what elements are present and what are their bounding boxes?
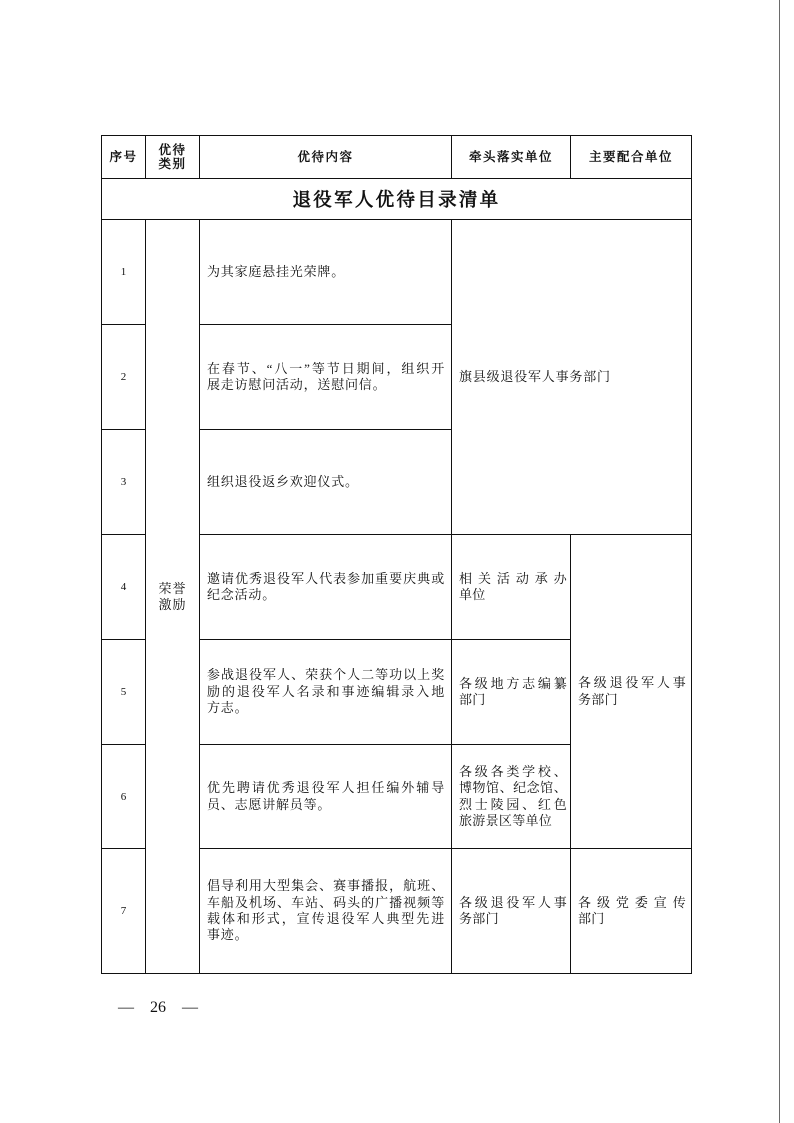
row-1-content [200,220,451,324]
seq-number: 6 [120,790,127,803]
content-line: 方志。 [207,700,249,716]
unit-line: 部门 [578,911,605,926]
content-line: 为其家庭悬挂光荣牌。 [207,263,346,279]
seq-number: 3 [120,476,127,488]
row-1-seq [102,220,145,324]
row-2-seq [102,325,145,429]
seq-number: 1 [120,266,127,278]
unit-line: 烈士陵园、红色 [459,796,567,812]
content-line: 在春节、“八一”等节日期间，组织开 [207,360,445,376]
row-7-content [200,849,451,973]
unit-line: 各级地方志编纂 [459,675,567,691]
unit-line: 旅游景区等单位 [459,812,553,828]
row-7-coop-unit [571,849,691,973]
row-5-seq [102,640,145,744]
seq-number: 7 [120,905,127,917]
header-seq-label: 序号 [109,150,138,164]
content-line: 励的退役军人名录和事迹编辑录入地 [207,683,445,699]
row-4-content [200,535,451,639]
seq-number: 4 [120,581,127,593]
category-cell [146,220,199,973]
unit-line: 各级各类学校、 [459,763,567,779]
row-7-lead-unit [452,849,570,973]
content-line: 事迹。 [207,927,249,943]
content-line: 员、志愿讲解员等。 [207,796,332,812]
content-line: 优先聘请优秀退役军人担任编外辅导 [207,780,445,796]
content-line: 邀请优秀退役军人代表参加重要庆典或 [207,570,445,586]
unit-line: 相关活动承办 [459,570,567,586]
page-number: — 26 — [118,999,198,1016]
header-lead-unit [452,136,570,178]
table-title [102,179,691,219]
category-line: 激励 [158,596,187,612]
header-category-line: 优待 [158,143,187,157]
lead-unit-rows-1-3 [452,220,691,534]
header-category-line: 类别 [158,157,187,171]
table-title-text: 退役军人优待目录清单 [292,189,501,210]
content-line: 纪念活动。 [207,587,277,602]
unit-line: 务部门 [459,911,499,926]
row-7-seq [102,849,145,973]
row-3-content [200,430,451,534]
row-3-seq [102,430,145,534]
header-seq [102,136,145,178]
row-2-content [200,325,451,429]
header-coop-unit-label: 主要配合单位 [588,150,673,164]
row-6-seq [102,745,145,848]
unit-line: 各级退役军人事 [578,675,686,691]
unit-line: 部门 [459,692,486,707]
content-line: 展走访慰问活动，送慰问信。 [207,377,387,392]
preferential-treatment-table [101,135,692,974]
header-category [146,136,199,178]
unit-line: 各级退役军人事 [459,894,567,910]
content-line: 倡导利用大型集会、赛事播报，航班、 [207,878,445,894]
content-line: 车船及机场、车站、码头的广播视频等 [207,894,445,910]
seq-number: 5 [120,686,127,698]
content-line: 组织退役返乡欢迎仪式。 [207,473,359,489]
header-lead-unit-label: 牵头落实单位 [468,150,553,164]
row-5-lead-unit [452,640,570,744]
row-6-lead-unit [452,745,570,848]
unit-line: 务部门 [578,691,618,707]
unit-line: 旗县级退役军人事务部门 [459,368,611,384]
seq-number: 2 [120,371,127,383]
header-content [200,136,451,178]
header-coop-unit [571,136,691,178]
row-4-lead-unit [452,535,570,639]
row-5-content [200,640,451,744]
page-edge-line [779,0,780,1123]
row-6-content [200,745,451,848]
unit-line: 博物馆、纪念馆、 [459,780,567,796]
header-content-label: 优待内容 [297,150,354,164]
content-line: 载体和形式，宣传退役军人典型先进 [207,911,445,926]
row-4-seq [102,535,145,639]
unit-line: 各级党委宣传 [578,894,686,910]
category-line: 荣誉 [158,580,187,596]
coop-unit-rows-4-6 [571,535,691,848]
unit-line: 单位 [459,587,486,602]
content-line: 参战退役军人、荣获个人二等功以上奖 [207,667,445,683]
